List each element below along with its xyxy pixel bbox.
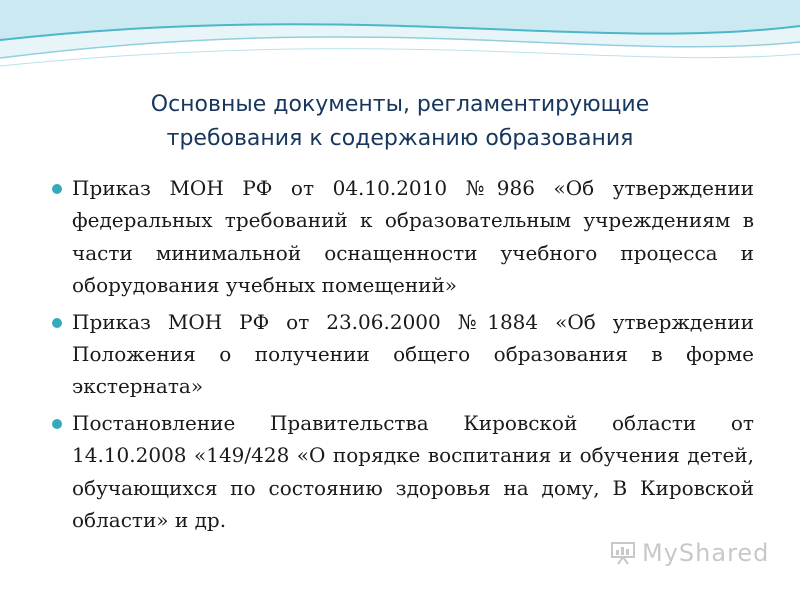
- title-line-2: требования к содержанию образования: [166, 126, 634, 151]
- presentation-board-icon: [610, 541, 636, 565]
- bullet-item: [46, 306, 754, 403]
- bullet-dot-icon: [52, 419, 62, 429]
- watermark: [610, 538, 770, 568]
- slide-title: [60, 88, 740, 156]
- bullet-list: [46, 172, 754, 540]
- bullet-item: [46, 407, 754, 537]
- bullet-item: [46, 172, 754, 302]
- bullet-dot-icon: [52, 184, 62, 194]
- watermark-text: MyShared: [642, 539, 770, 567]
- bullet-dot-icon: [52, 318, 62, 328]
- bullet-text: Приказ МОН РФ от 04.10.2010 №986 «Об утверждении федеральных требований к образовательным учреждениям в части минимальной оснащенности учебного процесса и оборудования учебных помещений»: [72, 176, 754, 298]
- bullet-text: Постановление Правительства Кировской области от 14.10.2008 «149/428 «О порядке воспитания и обучения детей, обучающихся по состоянию здоровья на дому, В Кировской области» и др.: [72, 410, 754, 533]
- title-line-1: Основные документы, регламентирующие: [150, 92, 650, 117]
- bullet-text: Приказ МОН РФ от 23.06.2000 №1884 «Об утверждении Положения о получении общего образования в форме экстерната»: [72, 309, 754, 399]
